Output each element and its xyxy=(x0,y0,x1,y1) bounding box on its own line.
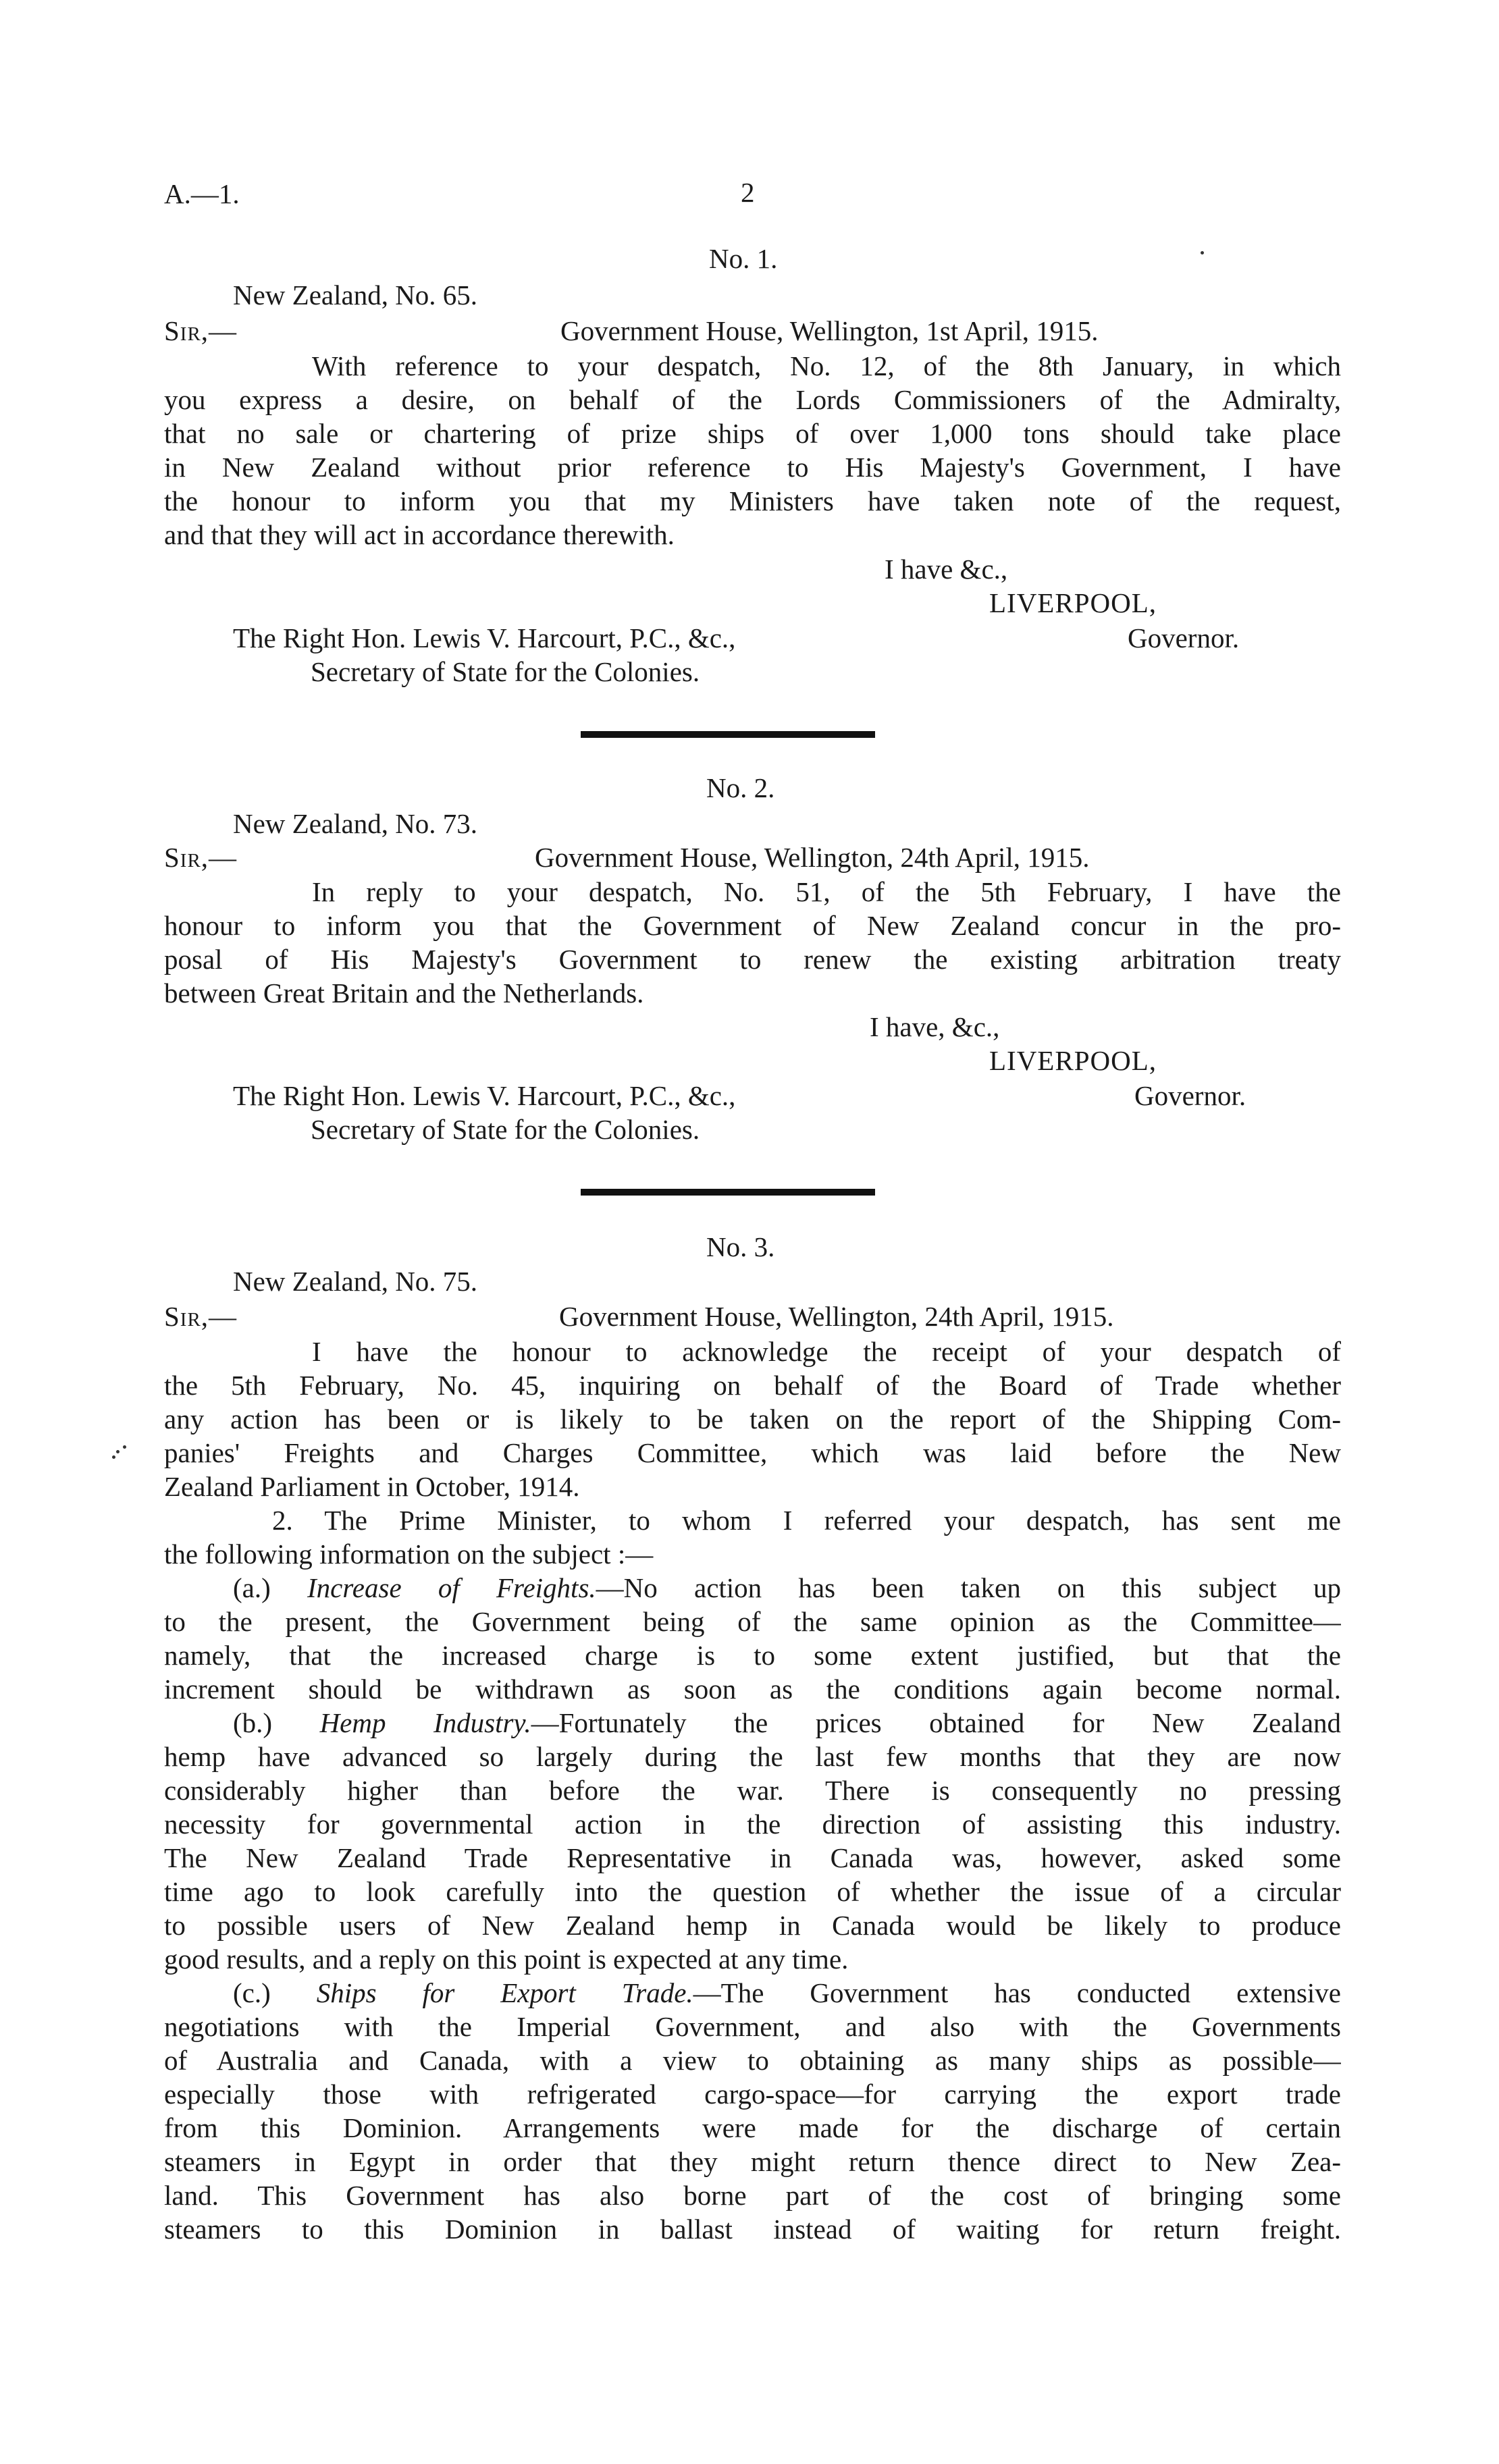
body-line: to the present, the Government being of the same opinion as the Committee— xyxy=(164,1606,1341,1637)
body-line: namely, that the increased charge is to some extent justified, but that the xyxy=(164,1640,1341,1671)
body-line: steamers in Egypt in order that they might return thence direct to New Zea- xyxy=(164,2146,1341,2177)
body-line: in New Zealand without prior reference to His Majesty's Government, I have xyxy=(164,452,1341,483)
body-line: the 5th February, No. 45, inquiring on behalf of the Board of Trade whether xyxy=(164,1370,1341,1401)
salutation: Sir,— xyxy=(164,842,238,873)
scan-speck xyxy=(123,1445,126,1449)
body-line: good results, and a reply on this point is expected at any time. xyxy=(164,1944,849,1975)
body-line: from this Dominion. Arrangements were made for the discharge of certain xyxy=(164,2112,1341,2143)
letter-number: No. 1. xyxy=(709,243,778,274)
subsection-label: (c.) xyxy=(233,1977,271,2008)
letter-number: No. 3. xyxy=(706,1231,775,1262)
scan-speck xyxy=(112,1455,115,1459)
body-line xyxy=(233,1571,1341,1605)
body-line: necessity for governmental action in the direction of assisting this industry. xyxy=(164,1809,1341,1840)
body-line: and that they will act in accordance therewith. xyxy=(164,519,675,550)
body-line: honour to inform you that the Government of New Zealand concur in the pro- xyxy=(164,910,1341,941)
section-divider xyxy=(581,1189,875,1196)
body-text: —The Government has conducted extensive xyxy=(693,1977,1341,2008)
scan-speck xyxy=(1201,251,1204,255)
body-line: land. This Government has also borne part of the cost of bringing some xyxy=(164,2180,1341,2211)
page-number: 2 xyxy=(741,177,755,208)
body-line: posal of His Majesty's Government to renew the existing arbitration treaty xyxy=(164,944,1341,975)
body-line: any action has been or is likely to be taken on the report of the Shipping Com- xyxy=(164,1403,1341,1435)
body-line: In reply to your despatch, No. 51, of the 5th February, I have the xyxy=(312,876,1341,907)
body-text: —Fortunately the prices obtained for New Zealand xyxy=(531,1707,1341,1738)
body-line: negotiations with the Imperial Government, and also with the Governments xyxy=(164,2011,1341,2042)
body-line: hemp have advanced so largely during the last few months that they are now xyxy=(164,1741,1341,1772)
body-line: panies' Freights and Charges Committee, which was laid before the New xyxy=(164,1437,1341,1468)
body-line: considerably higher than before the war. There is consequently no pressing xyxy=(164,1775,1341,1806)
body-line: to possible users of New Zealand hemp in Canada would be likely to produce xyxy=(164,1910,1341,1941)
subsection-heading: Hemp Industry. xyxy=(319,1707,531,1738)
body-line: 2. The Prime Minister, to whom I referred your despatch, has sent me xyxy=(272,1505,1341,1536)
salutation: Sir,— xyxy=(164,315,238,346)
body-text: —No action has been taken on this subject up xyxy=(596,1572,1341,1603)
body-line: steamers to this Dominion in ballast instead of waiting for return freight. xyxy=(164,2214,1341,2245)
body-line: I have the honour to acknowledge the receipt of your despatch of xyxy=(312,1336,1341,1367)
address-date: Government House, Wellington, 24th April, 1915. xyxy=(535,842,1090,873)
addressee-title: Secretary of State for the Colonies. xyxy=(311,1114,700,1145)
addressee: The Right Hon. Lewis V. Harcourt, P.C., &c., xyxy=(233,1080,736,1111)
subsection-label: (b.) xyxy=(233,1707,273,1738)
body-line: of Australia and Canada, with a view to obtaining as many ships as possible— xyxy=(164,2045,1341,2076)
body-line: increment should be withdrawn as soon as the conditions again become normal. xyxy=(164,1673,1341,1705)
body-line: Zealand Parliament in October, 1914. xyxy=(164,1471,580,1502)
section-divider xyxy=(581,731,875,738)
body-line: the following information on the subject :— xyxy=(164,1538,654,1570)
body-line xyxy=(233,1976,1341,2010)
scan-speck xyxy=(116,1450,120,1453)
body-line: time ago to look carefully into the question of whether the issue of a circular xyxy=(164,1876,1341,1907)
despatch-reference: New Zealand, No. 65. xyxy=(233,279,478,311)
body-line: With reference to your despatch, No. 12, of the 8th January, in which xyxy=(312,350,1341,381)
subsection-label: (a.) xyxy=(233,1572,271,1603)
addressee: The Right Hon. Lewis V. Harcourt, P.C., &c., xyxy=(233,622,736,653)
body-line: the honour to inform you that my Ministers have taken note of the request, xyxy=(164,485,1341,516)
signature: LIVERPOOL, xyxy=(989,587,1157,618)
body-line: that no sale or chartering of prize ships of over 1,000 tons should take place xyxy=(164,418,1341,449)
despatch-reference: New Zealand, No. 75. xyxy=(233,1266,478,1297)
subsection-heading: Increase of Freights. xyxy=(307,1572,596,1603)
salutation: Sir,— xyxy=(164,1301,238,1332)
address-date: Government House, Wellington, 24th April, 1915. xyxy=(559,1301,1114,1332)
subsection-heading: Ships for Export Trade. xyxy=(316,1977,693,2008)
addressee-title: Secretary of State for the Colonies. xyxy=(311,656,700,687)
closing: I have, &c., xyxy=(870,1011,1000,1042)
page-ref: A.—1. xyxy=(164,178,240,209)
despatch-reference: New Zealand, No. 73. xyxy=(233,808,478,839)
signature: LIVERPOOL, xyxy=(989,1045,1157,1076)
closing: I have &c., xyxy=(885,554,1008,585)
body-line: you express a desire, on behalf of the Lords Commissioners of the Admiralty, xyxy=(164,384,1341,415)
body-line: especially those with refrigerated cargo-space—for carrying the export trade xyxy=(164,2079,1341,2110)
body-line xyxy=(233,1706,1341,1740)
signature-title: Governor. xyxy=(1134,1080,1246,1111)
address-date: Government House, Wellington, 1st April, 1915. xyxy=(560,315,1099,346)
body-line: between Great Britain and the Netherlands. xyxy=(164,977,644,1009)
body-line: The New Zealand Trade Representative in Canada was, however, asked some xyxy=(164,1842,1341,1873)
letter-number: No. 2. xyxy=(706,772,775,803)
signature-title: Governor. xyxy=(1128,622,1240,653)
